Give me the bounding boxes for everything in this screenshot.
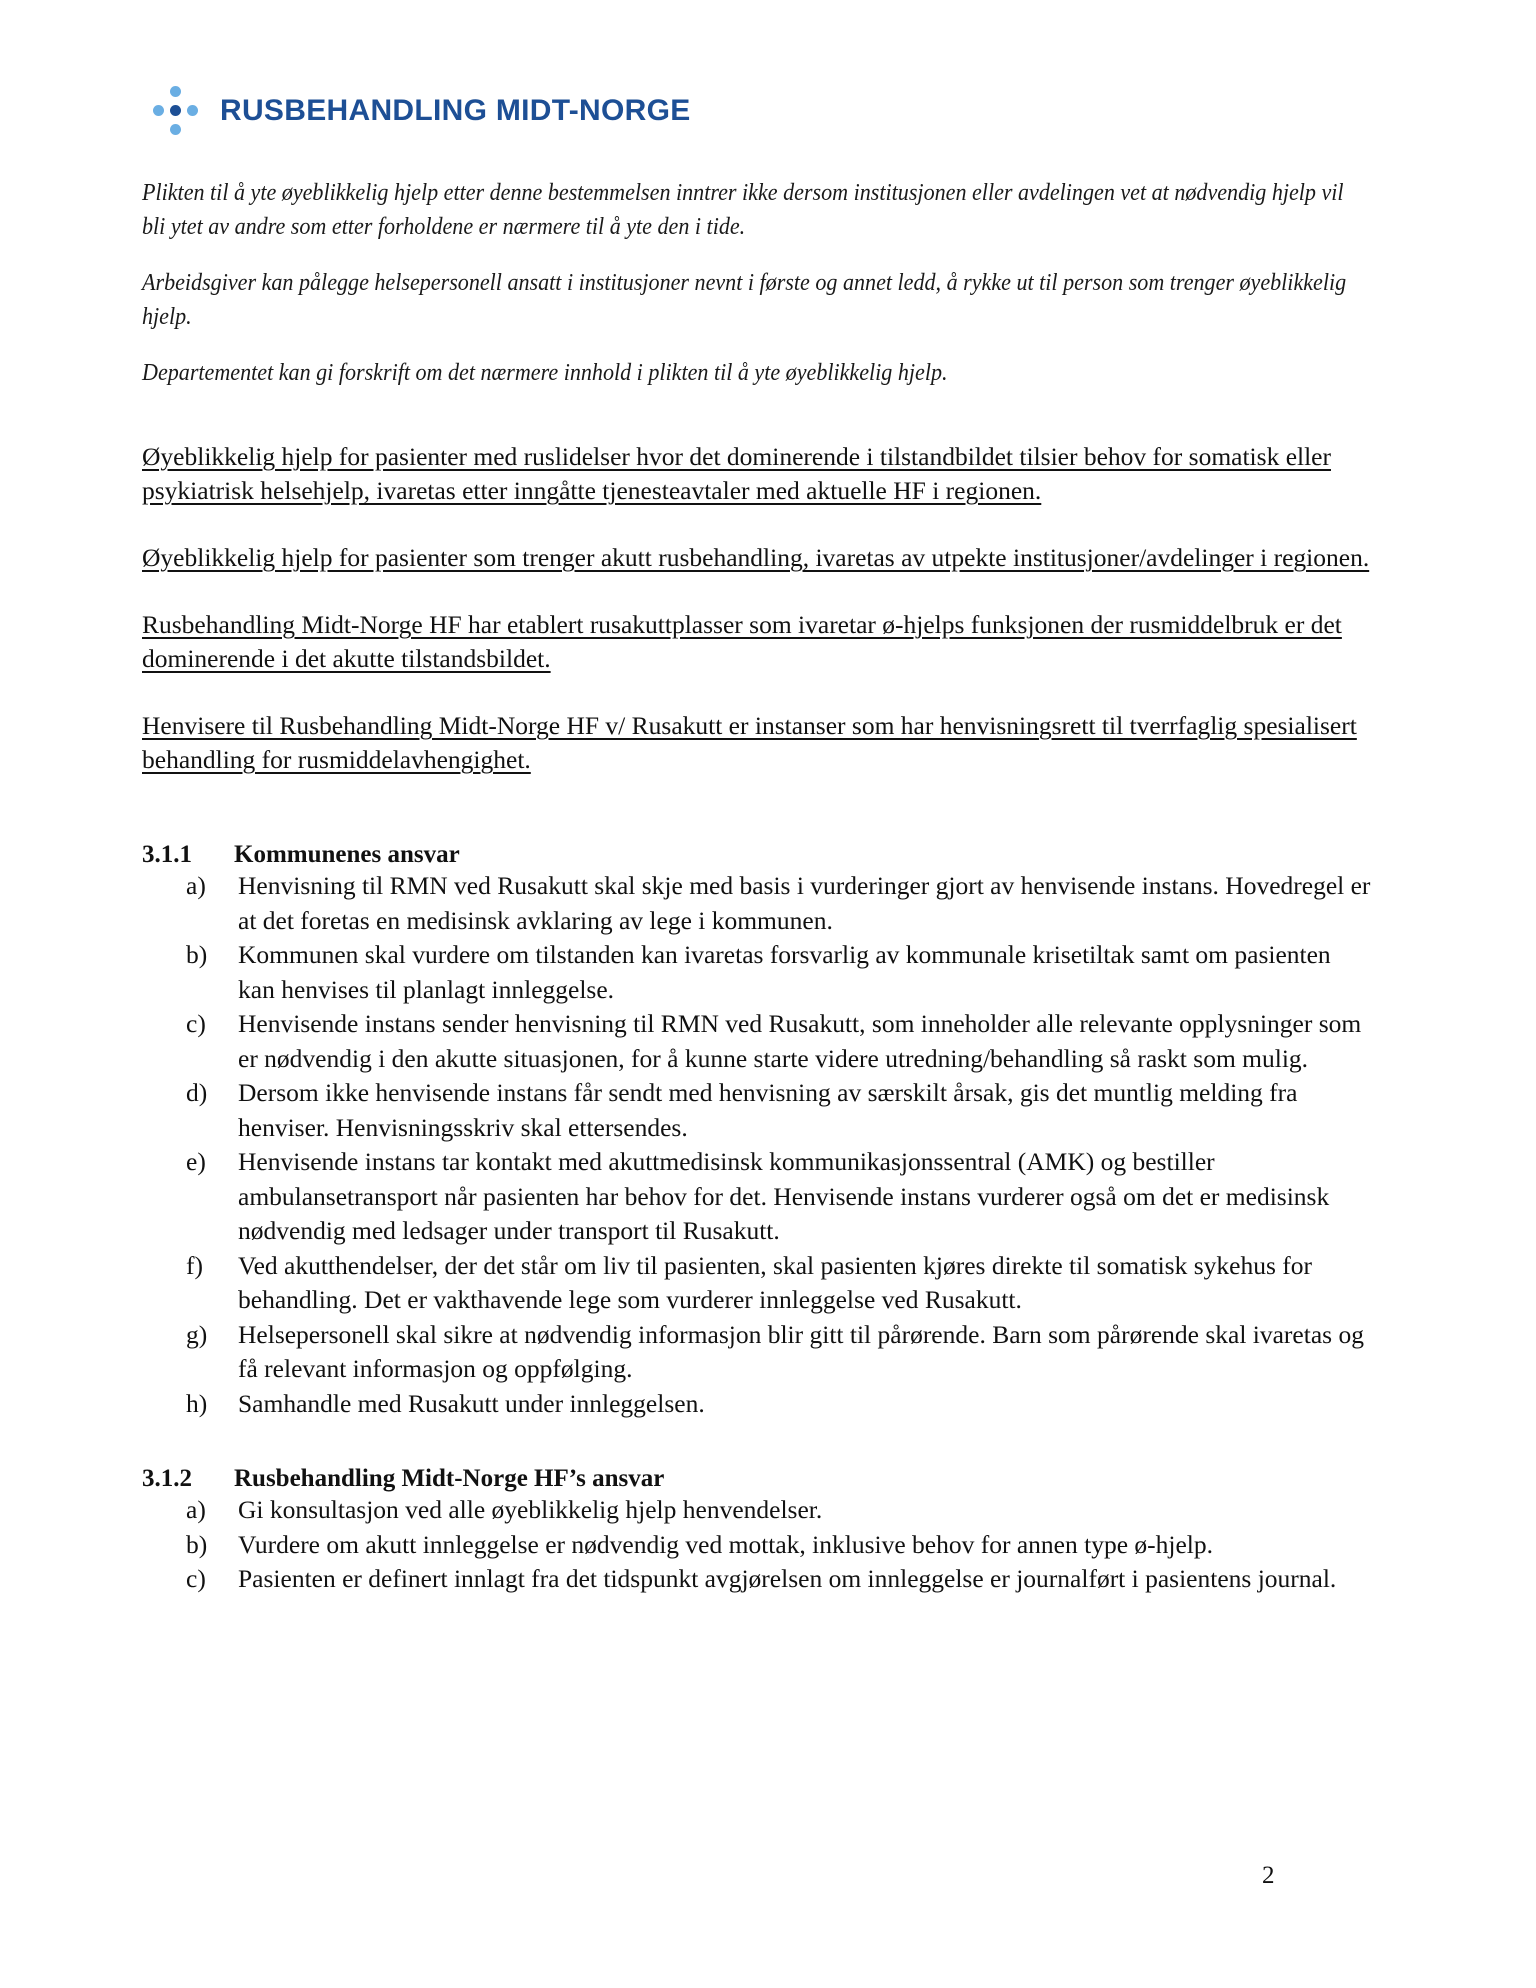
law-excerpt	[142, 176, 1372, 390]
list-item	[142, 1249, 1372, 1318]
list-item-text: Vurdere om akutt innleggelse er nødvendig ved mottak, inklusive behov for annen type ø-hjelp.	[238, 1529, 1214, 1559]
list-marker: g)	[186, 1319, 208, 1349]
list-item	[142, 938, 1372, 1007]
policy-paragraph: Rusbehandling Midt-Norge HF har etablert rusakuttplasser som ivaretar ø-hjelps funksjonen der rusmiddelbruk er det dominerende i det akutte tilstandsbildet.	[142, 610, 1342, 673]
section-title: Kommunenes ansvar	[234, 841, 460, 868]
list-marker: f)	[186, 1250, 203, 1280]
page-number: 2	[1262, 1862, 1275, 1889]
list-item	[142, 1007, 1372, 1076]
section-number: 3.1.2	[142, 1465, 192, 1492]
list-item	[142, 1562, 1372, 1597]
list-marker: a)	[186, 871, 206, 900]
logo-text: RUSBEHANDLING MIDT-NORGE	[220, 94, 691, 127]
municipal-responsibility-list	[142, 869, 1372, 1421]
list-item-text: Henvisende instans tar kontakt med akuttmedisinsk kommunikasjonssentral (AMK) og bestiller ambulansetransport når pasienten har behov for det. Henvisende instans vurderer også om det er medisinsk nødvendig med ledsager under transport til Rusakutt.	[238, 1147, 1330, 1245]
section-title: Rusbehandling Midt-Norge HF’s ansvar	[234, 1465, 665, 1492]
list-marker: c)	[186, 1564, 206, 1593]
list-marker: c)	[186, 1009, 206, 1038]
list-item-text: Pasienten er definert innlagt fra det tidspunkt avgjørelsen om innleggelse er journalført i pasientens journal.	[238, 1564, 1337, 1593]
list-item	[142, 1493, 1372, 1528]
policy-paragraph: Øyeblikkelig hjelp for pasienter med ruslidelser hvor det dominerende i tilstandbildet tilsier behov for somatisk eller psykiatrisk helsehjelp, ivaretas etter inngåtte tjenesteavtaler med aktuelle HF i regionen.	[142, 442, 1331, 505]
policy-paragraph: Henvisere til Rusbehandling Midt-Norge HF v/ Rusakutt er instanser som har henvisningsrett til tverrfaglig spesialisert behandling for rusmiddelavhengighet.	[142, 711, 1357, 774]
list-item	[142, 1076, 1372, 1145]
list-marker: a)	[186, 1495, 206, 1524]
list-item	[142, 1528, 1372, 1563]
list-marker: b)	[186, 940, 208, 969]
list-item-text: Samhandle med Rusakutt under innleggelsen.	[238, 1388, 705, 1418]
section-heading-3-1-2	[142, 1465, 1372, 1493]
law-paragraph: Plikten til å yte øyeblikkelig hjelp etter denne bestemmelsen inntrer ikke dersom institusjonen eller avdelingen vet at nødvendig hjelp vil bli ytet av andre som etter forholdene er nærmere til å yte den i tide.	[142, 180, 1344, 240]
list-item	[142, 1145, 1372, 1249]
policy-section	[142, 440, 1372, 777]
list-item-text: Ved akutthendelser, der det står om liv til pasienten, skal pasienten kjøres direkte til somatisk sykehus for behandling. Det er vakthavende lege som vurderer innleggelse ved Rusakutt.	[238, 1250, 1312, 1314]
organization-logo	[148, 86, 691, 136]
list-item-text: Gi konsultasjon ved alle øyeblikkelig hjelp henvendelser.	[238, 1495, 823, 1524]
list-item	[142, 869, 1372, 938]
list-item-text: Henvisning til RMN ved Rusakutt skal skje med basis i vurderinger gjort av henvisende instans. Hovedregel er at det foretas en medisinsk avklaring av lege i kommunen.	[238, 871, 1371, 935]
list-item-text: Dersom ikke henvisende instans får sendt med henvisning av særskilt årsak, gis det muntlig melding fra henviser. Henvisningsskriv skal ettersendes.	[238, 1078, 1298, 1142]
cross-of-dots-icon	[148, 86, 204, 136]
list-item	[142, 1318, 1372, 1387]
list-marker: e)	[186, 1147, 206, 1176]
list-item-text: Kommunen skal vurdere om tilstanden kan ivaretas forsvarlig av kommunale krisetiltak samt om pasienten kan henvises til planlagt innleggelse.	[238, 940, 1331, 1004]
list-item-text: Henvisende instans sender henvisning til RMN ved Rusakutt, som inneholder alle relevante opplysninger som er nødvendig i den akutte situasjonen, for å kunne starte videre utredning/behandling så raskt som mulig.	[238, 1009, 1362, 1073]
law-paragraph: Arbeidsgiver kan pålegge helsepersonell ansatt i institusjoner nevnt i første og annet ledd, å rykke ut til person som trenger øyeblikkelig hjelp.	[142, 270, 1347, 330]
section-number: 3.1.1	[142, 841, 192, 868]
list-marker: d)	[186, 1078, 208, 1107]
policy-paragraph: Øyeblikkelig hjelp for pasienter som trenger akutt rusbehandling, ivaretas av utpekte institusjoner/avdelinger i regionen.	[142, 543, 1370, 572]
list-item-text: Helsepersonell skal sikre at nødvendig informasjon blir gitt til pårørende. Barn som pårørende skal ivaretas og få relevant informasjon og oppfølging.	[238, 1319, 1364, 1383]
list-item	[142, 1387, 1372, 1422]
list-marker: b)	[186, 1529, 208, 1559]
law-paragraph: Departementet kan gi forskrift om det nærmere innhold i plikten til å yte øyeblikkelig hjelp.	[142, 360, 948, 386]
rmn-responsibility-list	[142, 1493, 1372, 1597]
section-heading-3-1-1	[142, 841, 1372, 869]
list-marker: h)	[186, 1388, 208, 1418]
document-body	[142, 176, 1372, 1597]
